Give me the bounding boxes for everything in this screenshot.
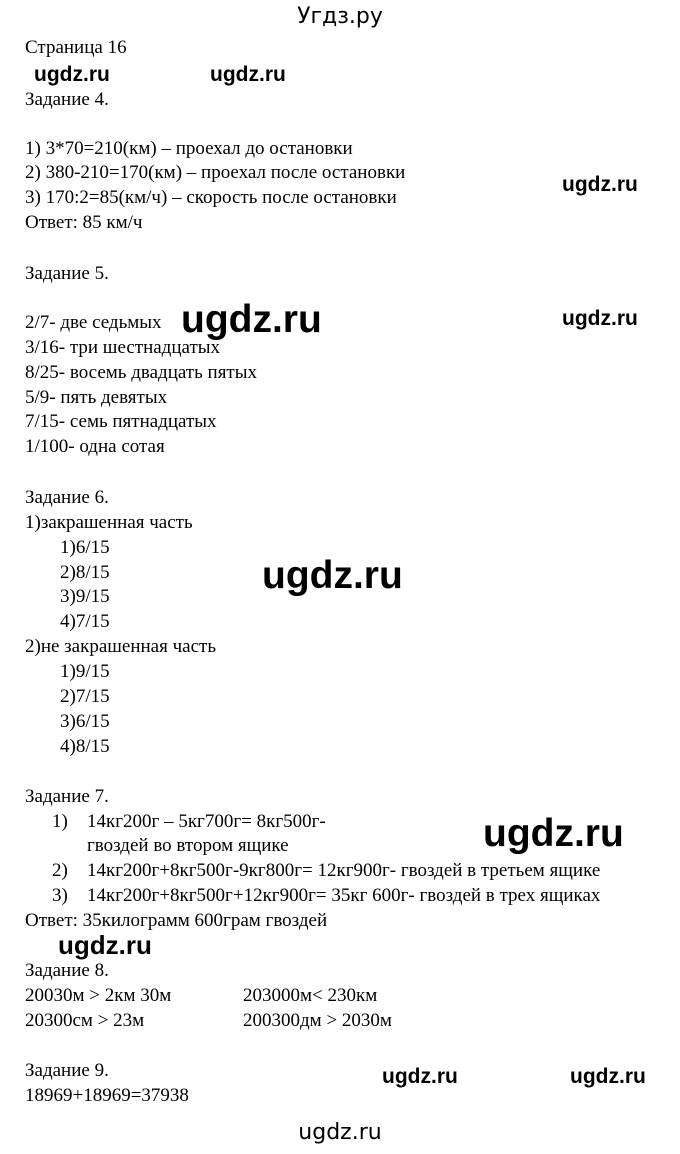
watermark: ugdz.ru bbox=[34, 63, 110, 86]
task4-title: Задание 4. bbox=[25, 89, 109, 110]
footer-site: ugdz.ru bbox=[298, 1120, 382, 1145]
task5-line-4: 5/9- пять девятых bbox=[25, 387, 168, 408]
task6-part1-item: 3)9/15 bbox=[60, 586, 110, 607]
task9-title: Задание 9. bbox=[25, 1060, 109, 1081]
task8-cell: 200300дм > 2030м bbox=[243, 1010, 392, 1031]
page-label: Страница 16 bbox=[25, 37, 127, 58]
task5-title: Задание 5. bbox=[25, 263, 109, 284]
task8-cell: 20030м > 2км 30м bbox=[25, 985, 172, 1006]
watermark: ugdz.ru bbox=[562, 173, 638, 196]
task4-line-2: 2) 380-210=170(км) – проехал после остановки bbox=[25, 162, 406, 183]
task6-part1-item: 2)8/15 bbox=[60, 562, 110, 583]
task7-answer: Ответ: 35килограмм 600грам гвоздей bbox=[25, 910, 328, 931]
watermark: ugdz.ru bbox=[570, 1065, 646, 1088]
task5-line-5: 7/15- семь пятнадцатых bbox=[25, 411, 217, 432]
task5-line-3: 8/25- восемь двадцать пятых bbox=[25, 362, 257, 383]
task5-line-1: 2/7- две седьмых bbox=[25, 312, 162, 333]
task7-item-2-text: 14кг200г+8кг500г-9кг800г= 12кг900г- гвоздей в третьем ящике bbox=[87, 860, 601, 881]
task4-answer: Ответ: 85 км/ч bbox=[25, 212, 143, 233]
task6-part2-item: 4)8/15 bbox=[60, 736, 110, 757]
task8-title: Задание 8. bbox=[25, 960, 109, 981]
task6-part1-item: 1)6/15 bbox=[60, 537, 110, 558]
task6-title: Задание 6. bbox=[25, 487, 109, 508]
task7-item-1-num: 1) bbox=[52, 811, 68, 832]
task5-line-6: 1/100- одна сотая bbox=[25, 436, 165, 457]
task4-line-3: 3) 170:2=85(км/ч) – скорость после остановки bbox=[25, 187, 397, 208]
task5-line-2: 3/16- три шестнадцатых bbox=[25, 337, 221, 358]
task9-line-1: 18969+18969=37938 bbox=[25, 1085, 189, 1106]
task6-part2-label: 2)не закрашенная часть bbox=[25, 636, 216, 657]
task7-item-1-cont: гвоздей во втором ящике bbox=[87, 835, 289, 856]
task6-part1-label: 1)закрашенная часть bbox=[25, 512, 193, 533]
watermark: ugdz.ru bbox=[382, 1065, 458, 1088]
site-title: Угдз.ру bbox=[297, 4, 383, 29]
task6-part2-item: 1)9/15 bbox=[60, 661, 110, 682]
task6-part2-item: 2)7/15 bbox=[60, 686, 110, 707]
watermark: ugdz.ru bbox=[181, 298, 322, 341]
task7-item-1-text: 14кг200г – 5кг700г= 8кг500г- bbox=[87, 811, 326, 832]
task7-item-3-text: 14кг200г+8кг500г+12кг900г= 35кг 600г- гвоздей в трех ящиках bbox=[87, 885, 601, 906]
task7-item-2-num: 2) bbox=[52, 860, 68, 881]
watermark: ugdz.ru bbox=[562, 307, 638, 330]
task8-cell: 20300см > 23м bbox=[25, 1010, 145, 1031]
watermark: ugdz.ru bbox=[210, 63, 286, 86]
task6-part1-item: 4)7/15 bbox=[60, 611, 110, 632]
task4-line-1: 1) 3*70=210(км) – проехал до остановки bbox=[25, 138, 353, 159]
watermark: ugdz.ru bbox=[58, 930, 152, 960]
task8-cell: 203000м< 230км bbox=[243, 985, 378, 1006]
watermark: ugdz.ru bbox=[483, 812, 624, 855]
task7-title: Задание 7. bbox=[25, 786, 109, 807]
task6-part2-item: 3)6/15 bbox=[60, 711, 110, 732]
task7-item-3-num: 3) bbox=[52, 885, 68, 906]
watermark: ugdz.ru bbox=[262, 554, 403, 597]
